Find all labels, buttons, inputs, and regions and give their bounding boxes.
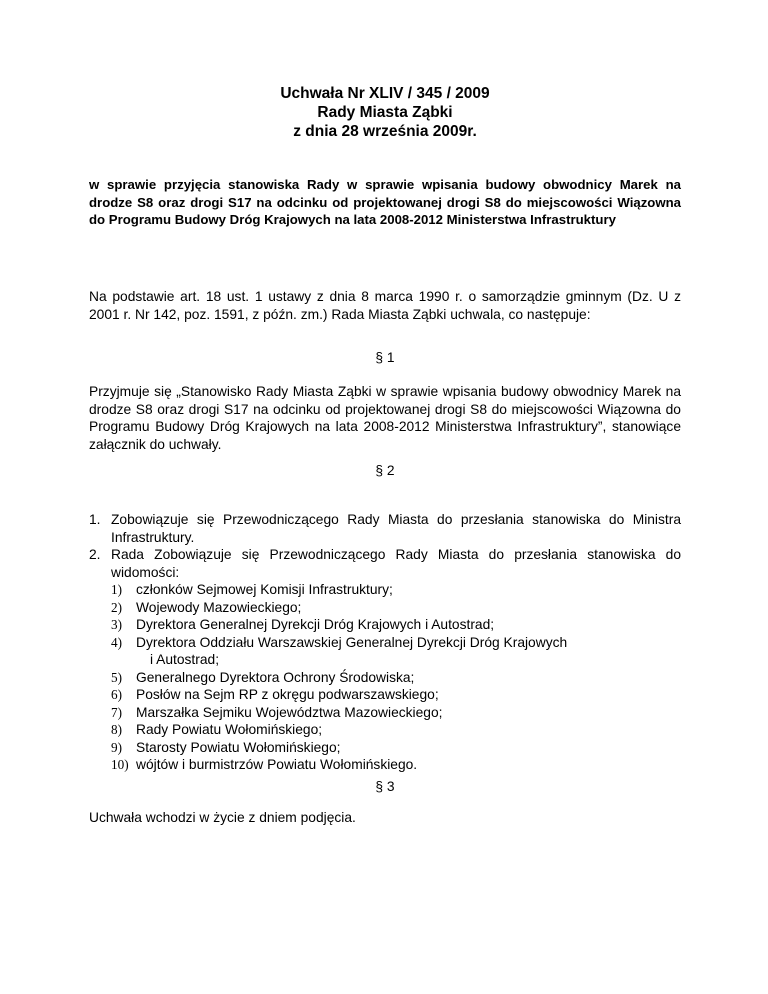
list-item bbox=[89, 546, 681, 774]
title-line-date: z dnia 28 września 2009r. bbox=[293, 123, 477, 140]
list-item bbox=[89, 511, 681, 546]
section-3-heading: § 3 bbox=[375, 779, 395, 794]
legal-basis-paragraph: Na podstawie art. 18 ust. 1 ustawy z dnia 8 marca 1990 r. o samorządzie gminnym (Dz. U z 2001 r. Nr 142, poz. 1591, z późn. zm.) Rada Miasta Ząbki uchwala, co następuje: bbox=[89, 289, 681, 322]
list-item-number: 2. bbox=[89, 547, 101, 562]
recipient-number: 8) bbox=[111, 722, 122, 737]
recipient-item bbox=[111, 686, 681, 704]
recipient-item bbox=[111, 704, 681, 722]
recipient-number: 1) bbox=[111, 582, 122, 597]
recipient-text: członków Sejmowej Komisji Infrastruktury; bbox=[136, 582, 393, 597]
list-item-text: Rada Zobowiązuje się Przewodniczącego Rady Miasta do przesłania stanowiska do widomości: bbox=[111, 547, 681, 580]
recipient-text: Generalnego Dyrektora Ochrony Środowiska; bbox=[136, 669, 415, 685]
recipient-item bbox=[111, 599, 681, 617]
recipient-item bbox=[111, 756, 681, 774]
recipient-item bbox=[111, 581, 681, 599]
recipient-number: 6) bbox=[111, 687, 122, 702]
section-2-heading: § 2 bbox=[375, 463, 395, 478]
recipient-item bbox=[111, 634, 681, 669]
recipient-text: Starosty Powiatu Wołomińskiego; bbox=[136, 739, 341, 755]
recipient-number: 3) bbox=[111, 617, 122, 632]
recipient-text: wójtów i burmistrzów Powiatu Wołomińskiego. bbox=[136, 757, 418, 772]
recipient-number: 7) bbox=[111, 704, 122, 720]
recipients-list bbox=[111, 581, 681, 774]
section-3-text: Uchwała wchodzi w życie z dniem podjęcia. bbox=[89, 810, 356, 825]
recipient-text: Wojewody Mazowieckiego; bbox=[136, 599, 302, 615]
recipient-number: 10) bbox=[111, 757, 129, 772]
recipient-item bbox=[111, 616, 681, 634]
recipient-item bbox=[111, 739, 681, 757]
section-2-list bbox=[89, 511, 681, 774]
recipient-number: 4) bbox=[111, 634, 122, 650]
recipient-number: 9) bbox=[111, 739, 122, 755]
recipient-text-continuation: i Autostrad; bbox=[150, 652, 220, 667]
recipient-number: 5) bbox=[111, 669, 122, 685]
section-1-heading: § 1 bbox=[375, 350, 395, 365]
list-item-text: Zobowiązuje się Przewodniczącego Rady Miasta do przesłania stanowiska do Ministra Infrastruktury. bbox=[111, 512, 681, 545]
title-line-council: Rady Miasta Ząbki bbox=[317, 104, 453, 121]
recipient-text: Marszałka Sejmiku Województwa Mazowieckiego; bbox=[136, 704, 443, 720]
recipient-text: Dyrektora Generalnej Dyrekcji Dróg Krajowych i Autostrad; bbox=[136, 617, 495, 632]
list-item-number: 1. bbox=[89, 512, 101, 527]
recipient-item bbox=[111, 669, 681, 687]
recipient-text: Rady Powiatu Wołomińskiego; bbox=[136, 722, 323, 737]
recipient-item bbox=[111, 721, 681, 739]
title-line-number: Uchwała Nr XLIV / 345 / 2009 bbox=[280, 85, 490, 102]
section-1-text: Przyjmuje się „Stanowisko Rady Miasta Ząbki w sprawie wpisania budowy obwodnicy Marek na drodze S8 oraz drogi S17 na odcinku od projektowanej drogi S8 do miejscowości Wiązowna do Programu Budowy Dróg Krajowych na lata 2008-2012 Ministerstwa Infrastruktury”, stanowiące załącznik do uchwały. bbox=[89, 384, 681, 452]
recipient-number: 2) bbox=[111, 599, 122, 615]
recipient-text: Posłów na Sejm RP z okręgu podwarszawskiego; bbox=[136, 687, 439, 702]
resolution-title bbox=[89, 84, 681, 141]
resolution-subject: w sprawie przyjęcia stanowiska Rady w sprawie wpisania budowy obwodnicy Marek na drodze S8 oraz drogi S17 na odcinku od projektowanej drogi S8 do miejscowości Wiązowna do Programu Budowy Dróg Krajowych na lata 2008-2012 Ministerstwa Infrastruktury bbox=[89, 177, 681, 227]
recipient-text: Dyrektora Oddziału Warszawskiej Generalnej Dyrekcji Dróg Krajowych bbox=[136, 634, 568, 650]
